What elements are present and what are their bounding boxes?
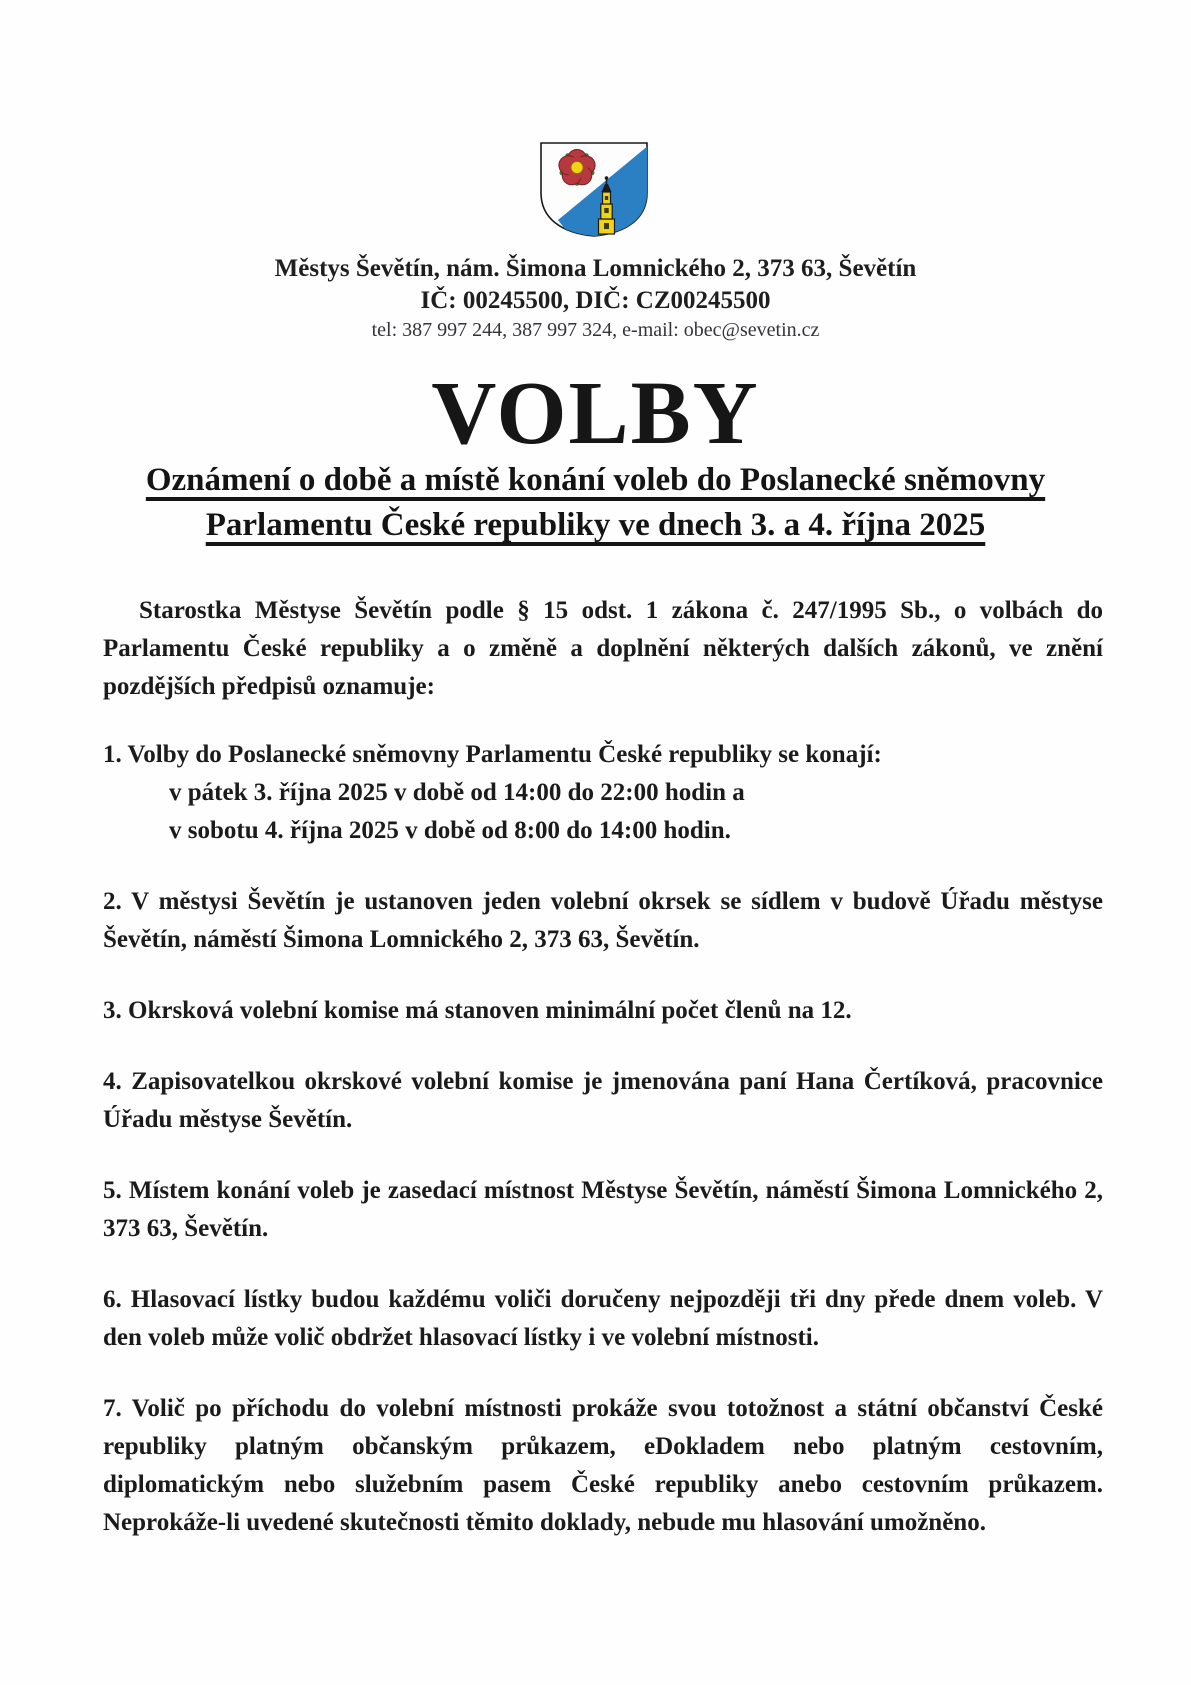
notice-subtitle — [95, 458, 1096, 548]
sevetin-coat-of-arms-icon — [538, 141, 650, 239]
notice-item-3: 3. Okrsková volební komise má stanoven minimální počet členů na 12. — [103, 997, 852, 1024]
item-1-subline-1: v pátek 3. října 2025 v době od 14:00 do 22:00 hodin a — [169, 779, 745, 806]
letterhead-ids: IČ: 00245500, DIČ: CZ00245500 — [420, 287, 771, 314]
notice-item-7: 7. Volič po příchodu do volební místnosti prokáže svou totožnost a státní občanství České republiky platným občanským průkazem, eDokladem nebo platným cestovním, diplomatickým nebo služebním pasem České republiky anebo cestovním průkazem. Neprokáže-li uvedené skutečnosti těmito doklady, nebude mu hlasování umožněno. — [103, 1395, 1103, 1536]
intro-paragraph: Starostka Městyse Ševětín podle § 15 odst. 1 zákona č. 247/1995 Sb., o volbách do Parlamentu České republiky a o změně a doplnění některých dalších zákonů, ve znění pozdějších předpisů oznamuje: — [103, 597, 1103, 700]
coat-of-arms-svg — [538, 141, 650, 239]
notice-item-6: 6. Hlasovací lístky budou každému voliči doručeny nejpozději tři dny přede dnem voleb. V den voleb může volič obdržet hlasovací lístky i ve volební místnosti. — [103, 1286, 1103, 1351]
letterhead-address: Městys Ševětín, nám. Šimona Lomnického 2, 373 63, Ševětín — [274, 255, 917, 282]
subtitle-line-2: Parlamentu České republiky ve dnech 3. a 4. října 2025 — [205, 507, 986, 543]
item-1-lead: 1. Volby do Poslanecké sněmovny Parlamentu České republiky se konají: — [103, 741, 882, 768]
notice-item-4: 4. Zapisovatelkou okrskové volební komise je jmenována paní Hana Čertíková, pracovnice Úřadu městyse Ševětín. — [103, 1068, 1103, 1133]
notice-item-2: 2. V městysi Ševětín je ustanoven jeden volební okrsek se sídlem v budově Úřadu městyse Ševětín, náměstí Šimona Lomnického 2, 373 63, Ševětín. — [103, 888, 1103, 953]
notice-item-1 — [103, 736, 1103, 850]
notice-item-5: 5. Místem konání voleb je zasedací místnost Městyse Ševětín, náměstí Šimona Lomnického 2, 373 63, Ševětín. — [103, 1177, 1103, 1242]
subtitle-line-1: Oznámení o době a místě konání voleb do Poslanecké sněmovny — [145, 462, 1046, 498]
letterhead-contact: tel: 387 997 244, 387 997 324, e-mail: obec@sevetin.cz — [371, 319, 820, 341]
letterhead — [0, 256, 1191, 340]
notice-body — [103, 592, 1103, 1575]
page-title: VOLBY — [431, 364, 760, 463]
item-1-subline-2: v sobotu 4. října 2025 v době od 8:00 do 14:00 hodin. — [169, 817, 731, 844]
